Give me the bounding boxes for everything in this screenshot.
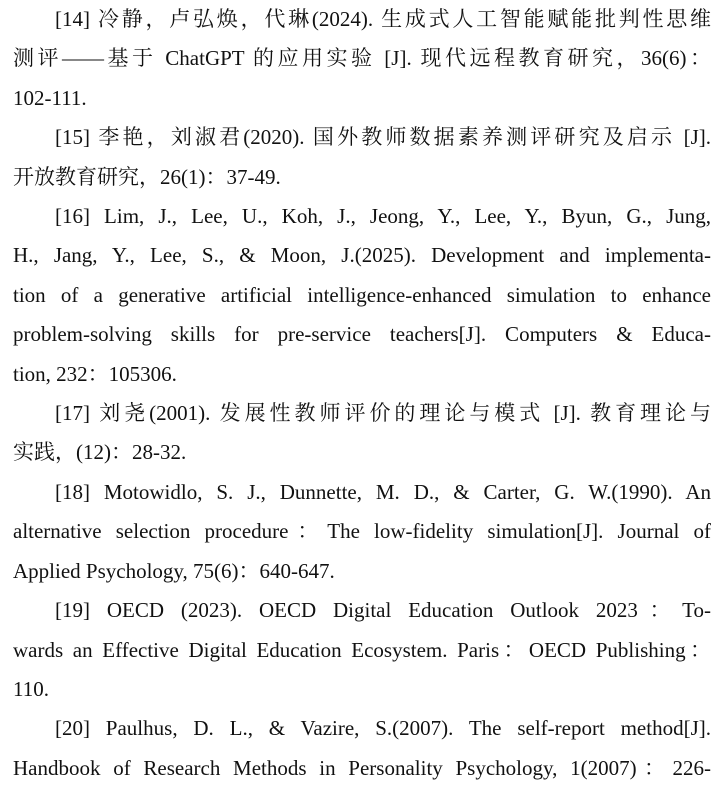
- reference-19: [13, 591, 711, 709]
- reference-line: [17] 刘尧(2001). 发展性教师评价的理论与模式 [J]. 教育理论与: [55, 401, 711, 426]
- reference-line: [14] 冷静，卢弘焕，代琳(2024). 生成式人工智能赋能批判性思维: [55, 7, 711, 31]
- reference-line: 102-111.: [13, 85, 87, 110]
- reference-line: 开放教育研究，26(1)：37-49.: [13, 164, 281, 189]
- reference-line: alternative selection procedure：The low-fidelity simulation[J]. Journal of: [13, 519, 711, 544]
- reference-20: [13, 709, 711, 788]
- reference-line: H., Jang, Y., Lee, S., & Moon, J.(2025). Development and implementa-: [13, 243, 711, 268]
- reference-line: 110.: [13, 676, 49, 701]
- reference-list: [13, 0, 711, 788]
- reference-17: [13, 394, 711, 473]
- reference-line: Applied Psychology, 75(6)：640-647.: [13, 558, 335, 583]
- reference-18: [13, 473, 711, 591]
- reference-line: wards an Effective Digital Education Ecosystem. Paris：OECD Publishing：: [13, 637, 711, 662]
- reference-14: [13, 0, 711, 118]
- reference-line: tion of a generative artificial intelligence-enhanced simulation to enhance: [13, 282, 711, 307]
- reference-line: [15] 李艳，刘淑君(2020). 国外教师数据素养测评研究及启示 [J].: [55, 125, 711, 150]
- reference-line: [19] OECD (2023). OECD Digital Education Outlook 2023：To-: [55, 598, 711, 623]
- reference-line: [18] Motowidlo, S. J., Dunnette, M. D., & Carter, G. W.(1990). An: [55, 479, 711, 504]
- reference-line: [16] Lim, J., Lee, U., Koh, J., Jeong, Y., Lee, Y., Byun, G., Jung,: [55, 204, 711, 229]
- reference-line: [20] Paulhus, D. L., & Vazire, S.(2007). The self-report method[J].: [55, 716, 711, 741]
- reference-line: 实践，(12)：28-32.: [13, 440, 187, 465]
- reference-16: [13, 197, 711, 394]
- reference-line: Handbook of Research Methods in Personality Psychology, 1(2007)：226-: [13, 755, 711, 780]
- reference-line: 测评——基于 ChatGPT 的应用实验 [J]. 现代远程教育研究，36(6)：: [13, 46, 711, 71]
- reference-line: tion, 232：105306.: [13, 361, 177, 386]
- reference-15: [13, 118, 711, 197]
- reference-line: problem-solving skills for pre-service teachers[J]. Computers & Educa-: [13, 322, 711, 347]
